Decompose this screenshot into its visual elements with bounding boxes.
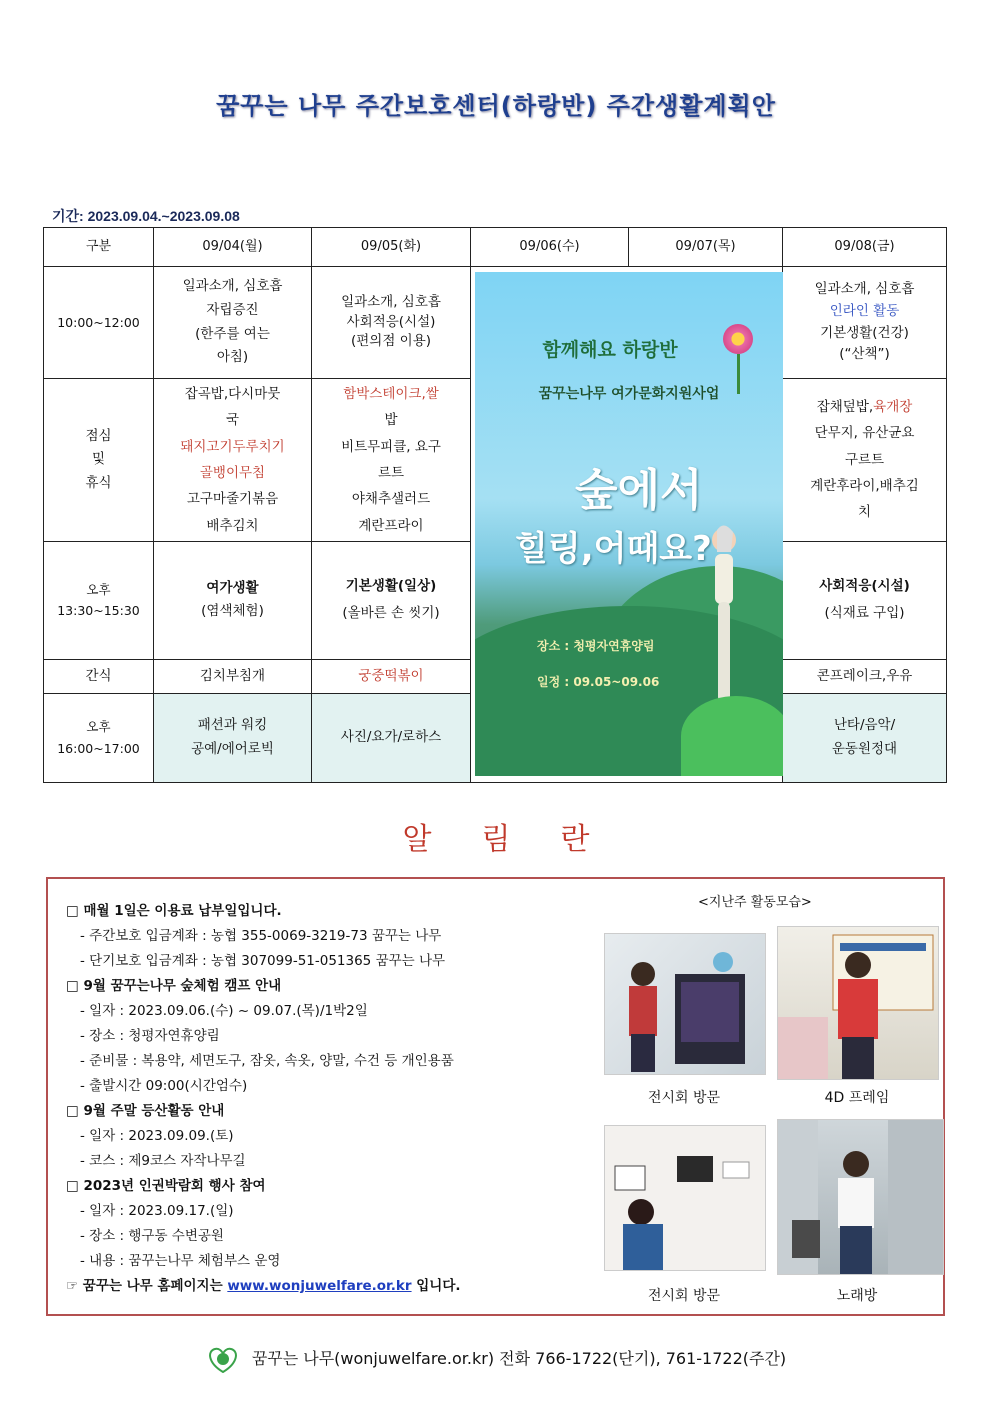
line: 골뱅이무침 [199, 464, 266, 481]
notice-item: - 출발시간 09:00(시간엄수) [80, 1078, 248, 1094]
line: 오후 [86, 719, 111, 734]
line: (염색체험) [201, 603, 264, 620]
notice-item: - 일자 : 2023.09.06.(수) ~ 09.07.(목)/1박2일 [80, 1003, 368, 1019]
line: (한주를 여는 [195, 325, 270, 342]
row-label-snack: 간식 [44, 659, 154, 693]
cell-fri-morning [783, 267, 947, 379]
line: (식재료 구입) [824, 605, 905, 622]
line: 13:30~15:30 [57, 603, 140, 619]
notice-item: - 장소 : 청평자연휴양림 [80, 1028, 220, 1044]
poster-date: 일정 : 09.05~09.06 [537, 675, 660, 690]
line: 사회적응(시설) [819, 578, 910, 595]
poster-headline: 함께해요 하랑반 [542, 339, 678, 362]
photo-image [778, 1120, 943, 1274]
line: 및 [91, 451, 106, 468]
line: 아침) [216, 349, 249, 366]
poster-image [475, 272, 783, 776]
cell-tue-lunch [312, 379, 471, 542]
line: 여가생활 [206, 579, 259, 596]
line: 구르트 [844, 451, 885, 468]
cell-mon-afternoon-1 [154, 541, 312, 659]
header-wed: 09/06(수) [471, 228, 629, 267]
line: 기본생활(건강) [820, 324, 909, 341]
line: 일과소개, 심호흡 [341, 294, 441, 311]
line: 단무지, 유산균요 [814, 425, 915, 442]
period-label: 기간: 2023.09.04.~2023.09.08 [52, 208, 240, 224]
line: 점심 [85, 427, 112, 444]
row-label-afternoon-1 [44, 541, 154, 659]
notice-heading: 알림란 [402, 822, 640, 857]
line: 자립증진 [206, 301, 259, 318]
line: 고구마줄기볶음 [186, 491, 279, 508]
photo-image [605, 934, 765, 1074]
tree-logo-icon [206, 1347, 240, 1373]
line: 일과소개, 심호흡 [182, 278, 283, 295]
notice-item: □ 9월 꿈꾸는나무 숲체험 캠프 안내 [66, 978, 282, 994]
line: 돼지고기두루치기 [180, 438, 285, 455]
notice-box [46, 877, 945, 1316]
photo-exhibition-1 [604, 933, 766, 1075]
cell-tue-snack: 궁중떡볶이 [312, 659, 471, 693]
notice-item: - 준비물 : 복용약, 세면도구, 잠옷, 속옷, 양말, 수건 등 개인용품 [80, 1053, 454, 1069]
line: 16:00~17:00 [57, 740, 140, 756]
line: 국 [225, 412, 240, 429]
line: 공예/에어로빅 [191, 740, 274, 757]
photo-caption: 전시회 방문 [647, 1090, 721, 1106]
photo-caption: 4D 프레임 [824, 1090, 890, 1106]
cell-tue-afternoon-2: 사진/요가/로하스 [312, 693, 471, 782]
row-label-afternoon-2 [44, 693, 154, 782]
header-mon: 09/04(월) [154, 228, 312, 267]
line: 비트무피클, 요구 [341, 438, 441, 455]
weekly-plan-table [43, 227, 947, 783]
homepage-suffix: 입니다. [416, 1278, 461, 1294]
line: 사회적응(시설) [346, 313, 436, 330]
cell-fri-lunch [783, 379, 947, 542]
line: 밥 [384, 412, 398, 429]
homepage-link[interactable]: www.wonjuwelfare.or.kr [227, 1278, 412, 1294]
line: 잡곡밥,다시마뭇 [184, 386, 281, 402]
line: 잡채덮밥, [816, 399, 874, 416]
line: 야채추샐러드 [351, 491, 431, 508]
line: (편의점 이용) [350, 333, 432, 350]
line: 인라인 활동 [829, 302, 900, 319]
page-title: 꿈꾸는 나무 주간보호센터(하랑반) 주간생활계획안 [216, 92, 776, 120]
cell-mon-afternoon-2 [154, 693, 312, 782]
poster-subtitle: 꿈꾸는나무 여가문화지원사업 [538, 386, 720, 403]
notice-item: - 일자 : 2023.09.09.(토) [80, 1128, 234, 1144]
cell-tue-afternoon-1 [312, 541, 471, 659]
notice-item: - 코스 : 제9코스 자작나무길 [80, 1153, 246, 1169]
poster-big-text-2: 힐링,어때요? [515, 529, 712, 570]
photo-karaoke [777, 1119, 944, 1275]
notice-item: □ 9월 주말 등산활동 안내 [66, 1103, 225, 1119]
line: 기본생활(일상) [345, 578, 437, 595]
homepage-prefix: ☞ 꿈꾸는 나무 홈페이지는 [66, 1278, 223, 1294]
line: 운동원정대 [831, 740, 898, 757]
notice-item: - 단기보호 입금계좌 : 농협 307099-51-051365 꿈꾸는 나무 [80, 953, 446, 969]
row-label-morning: 10:00~12:00 [44, 267, 154, 379]
photo-image [778, 927, 938, 1079]
line: 육개장 [873, 399, 913, 416]
line: 치 [857, 504, 872, 521]
line: 휴식 [85, 474, 112, 491]
notice-item: - 일자 : 2023.09.17.(일) [80, 1203, 234, 1219]
bush [681, 696, 783, 776]
row-label-lunch [44, 379, 154, 542]
photo-caption: 노래방 [836, 1288, 878, 1304]
poster-big-text-1: 숲에서 [575, 465, 703, 517]
photo-image [605, 1126, 765, 1270]
footer-text: 꿈꾸는 나무(wonjuwelfare.or.kr) 전화 766-1722(단기), 761-1722(주간) [251, 1349, 787, 1368]
line: 르트 [377, 464, 405, 481]
cell-fri-snack: 콘프레이크,우유 [783, 659, 947, 693]
cell-mon-morning [154, 267, 312, 379]
cell-tue-morning [312, 267, 471, 379]
cell-fri-afternoon-1 [783, 541, 947, 659]
line: 일과소개, 심호흡 [814, 281, 915, 298]
line: 계란프라이 [358, 517, 424, 534]
notice-item: □ 매월 1일은 이용료 납부일입니다. [66, 903, 282, 919]
camp-poster [471, 267, 783, 783]
notice-item: - 내용 : 꿈꾸는나무 체험부스 운영 [80, 1253, 281, 1269]
header-tue: 09/05(화) [312, 228, 471, 267]
line: 배추김치 [206, 517, 259, 534]
notice-item: - 장소 : 행구동 수변공원 [80, 1228, 224, 1244]
notice-item: □ 2023년 인권박람회 행사 참여 [66, 1178, 266, 1194]
notice-item: - 주간보호 입금계좌 : 농협 355-0069-3219-73 꿈꾸는 나무 [80, 928, 442, 944]
line: 패션과 워킹 [197, 717, 268, 734]
header-thu: 09/07(목) [629, 228, 783, 267]
gallery-title: <지난주 활동모습> [698, 895, 812, 910]
homepage-line [66, 1274, 586, 1299]
footer [0, 1346, 992, 1373]
cell-fri-afternoon-2 [783, 693, 947, 782]
cell-mon-snack: 김치부침개 [154, 659, 312, 693]
photo-exhibition-2 [604, 1125, 766, 1271]
yoga-person-icon [707, 522, 741, 712]
line: (“산책”) [839, 346, 890, 363]
line: 오후 [86, 581, 111, 597]
poster-place: 장소 : 청평자연휴양림 [537, 639, 655, 654]
line: (올바른 손 씻기) [342, 605, 440, 622]
line: 함박스테이크,쌀 [343, 386, 439, 402]
photo-4d-frame [777, 926, 939, 1080]
header-fri: 09/08(금) [783, 228, 947, 267]
photo-caption: 전시회 방문 [647, 1288, 721, 1304]
line: 계란후라이,배추김 [810, 478, 919, 495]
header-category: 구분 [44, 228, 154, 267]
cell-mon-lunch [154, 379, 312, 542]
line: 난타/음악/ [833, 717, 896, 734]
notice-list [66, 899, 586, 1299]
